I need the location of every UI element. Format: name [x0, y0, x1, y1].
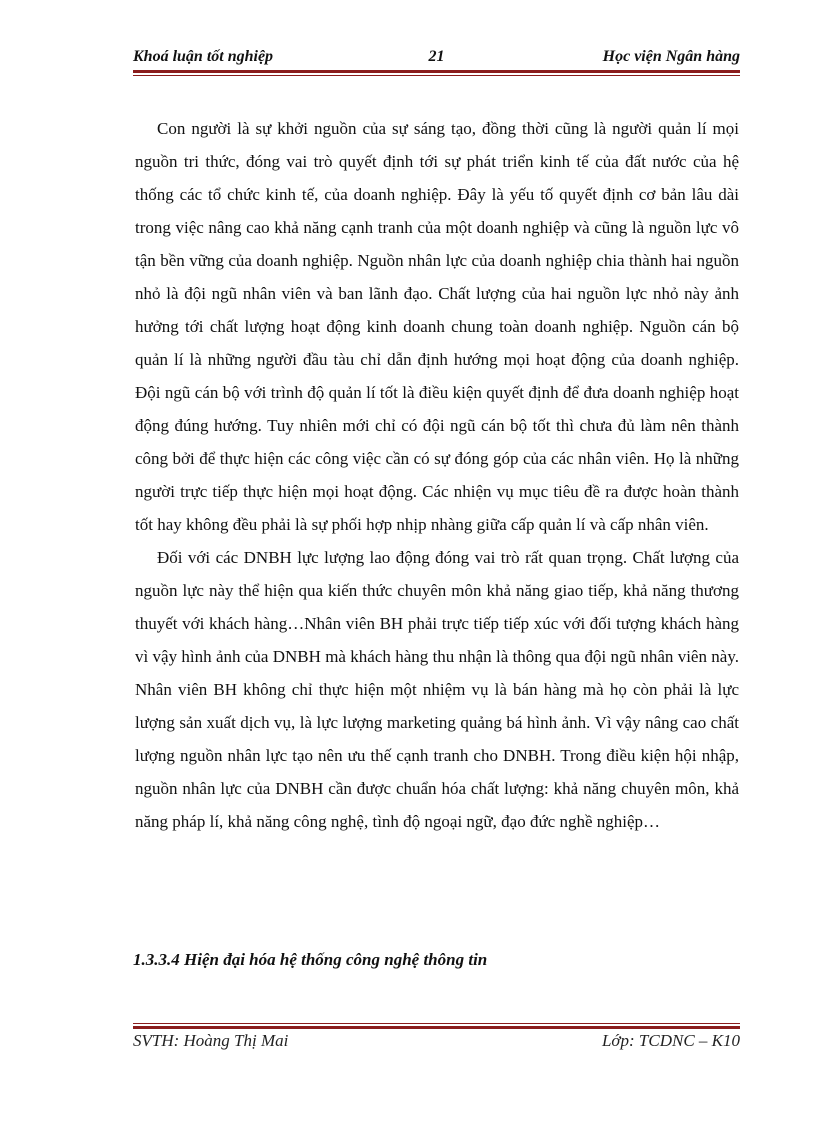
footer-rule-thin — [133, 1023, 740, 1024]
paragraph-insurance-workforce: Đối với các DNBH lực lượng lao động đóng vai trò rất quan trọng. Chất lượng của nguồn lực này thể hiện qua kiến thức chuyên môn khả năng giao tiếp, khả năng thương thuyết với khách hàng…Nhân viên BH phải trực tiếp tiếp xúc với đối tượng khách hàng vì vậy hình ảnh của DNBH mà khách hàng thu nhận là thông qua đội ngũ nhân viên này. Nhân viên BH không chỉ thực hiện một nhiệm vụ là bán hàng mà họ còn phải là lực lượng sản xuất dịch vụ, là lực lượng marketing quảng bá hình ảnh. Vì vậy nâng cao chất lượng nguồn nhân lực tạo nên ưu thế cạnh tranh cho DNBH. Trong điều kiện hội nhập, nguồn nhân lực của DNBH cần được chuẩn hóa chất lượng: khả năng chuyên môn, khả năng pháp lí, khả năng công nghệ, tình độ ngoại ngữ, đạo đức nghề nghiệp… — [135, 548, 739, 831]
header-rule-thick — [133, 70, 740, 73]
footer-rule-thick — [133, 1026, 740, 1029]
header-rule-thin — [133, 75, 740, 76]
footer-class: Lớp: TCDNC – K10 — [601, 1031, 740, 1050]
header-page-number: 21 — [428, 48, 445, 65]
paragraph-human-resources: Con người là sự khởi nguồn của sự sáng tạo, đồng thời cũng là người quản lí mọi nguồn tri thức, đóng vai trò quyết định tới sự phát triển kinh tế của đất nước của hệ thống các tổ chức kinh tế, của doanh nghiệp. Đây là yếu tố quyết định cơ bản lâu dài trong việc nâng cao khả năng cạnh tranh của một doanh nghiệp và cũng là nguồn lực vô tận bền vững của doanh nghiệp. Nguồn nhân lực của doanh nghiệp chia thành hai nguồn nhỏ là đội ngũ nhân viên và ban lãnh đạo. Chất lượng của hai nguồn lực nhỏ này ảnh hưởng tới chất lượng hoạt động kinh doanh chung toàn doanh nghiệp. Nguồn cán bộ quản lí là những người đầu tàu chỉ dẫn định hướng mọi hoạt động của doanh nghiệp. Đội ngũ cán bộ với trình độ quản lí tốt là điều kiện quyết định để đưa doanh nghiệp hoạt động đúng hướng. Tuy nhiên mới chỉ có đội ngũ cán bộ tốt thì chưa đủ làm nên thành công bởi để thực hiện các công việc cần có sự đóng góp của các nhân viên. Họ là những người trực tiếp thực hiện mọi hoạt động. Các nhiện vụ mục tiêu đề ra được hoàn thành tốt hay không đều phải là sự phối hợp nhịp nhàng giữa cấp quản lí và cấp nhân viên. — [135, 119, 739, 534]
page-footer — [133, 1031, 740, 1055]
section-heading: 1.3.3.4 Hiện đại hóa hệ thống công nghệ thông tin — [133, 950, 488, 969]
header-thesis-title: Khoá luận tốt nghiệp — [133, 48, 274, 65]
footer-student-name: SVTH: Hoàng Thị Mai — [133, 1031, 289, 1050]
header-institution: Học viện Ngân hàng — [602, 48, 740, 65]
document-body — [135, 112, 739, 838]
page-header — [133, 46, 740, 72]
